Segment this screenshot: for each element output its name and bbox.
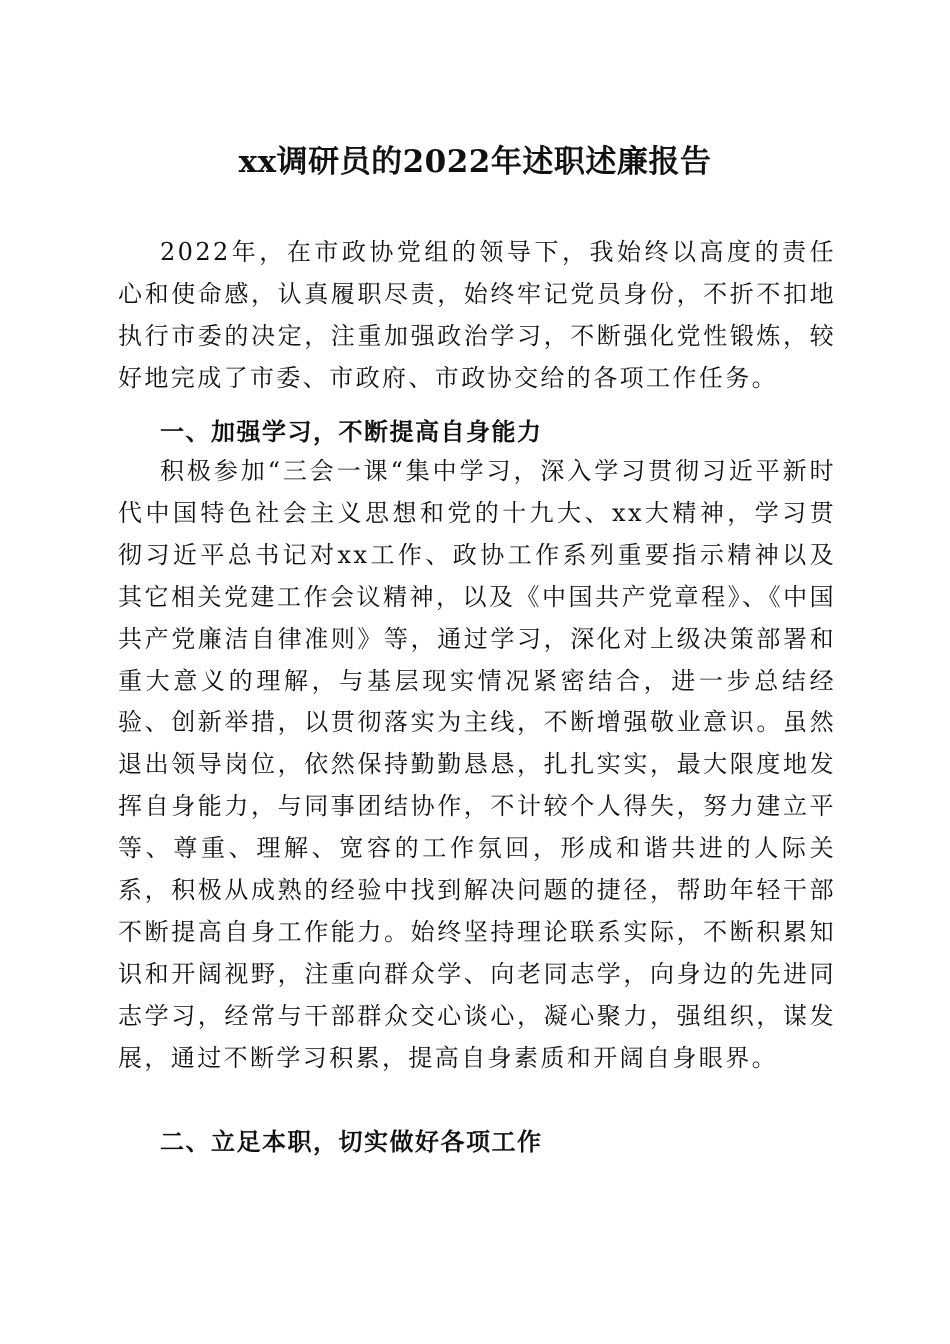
section-heading-2: 二、立足本职，切实做好各项工作 (160, 1128, 543, 1156)
section-heading-1: 一、加强学习，不断提高自身能力 (160, 418, 543, 446)
paragraph-intro: 2022年，在市政协党组的领导下，我始终以高度的责任心和使命感，认真履职尽责，始终牢记党员身份，不折不扣地执行市委的决定，注重加强政治学习，不断强化党性锻炼，较好地完成了市委、市政府、市政协交给的各项工作任务。 (118, 238, 836, 392)
document-title: xx调研员的2022年述职述廉报告 (238, 144, 712, 180)
paragraph-section-1: 积极参加“三会一课“集中学习，深入学习贯彻习近平新时代中国特色社会主义思想和党的十九大、xx大精神，学习贯彻习近平总书记对xx工作、政协工作系列重要指示精神以及其它相关党建工作会议精神，以及《中国共产党章程》、《中国共产党廉洁自律准则》等，通过学习，深化对上级决策部署和重大意义的理解，与基层现实情况紧密结合，进一步总结经验、创新举措，以贯彻落实为主线，不断增强敬业意识。虽然退出领导岗位，依然保持勤勤恳恳，扎扎实实，最大限度地发挥自身能力，与同事团结协作，不计较个人得失，努力建立平等、尊重、理解、宽容的工作氛回，形成和谐共进的人际关系，积极从成熟的经验中找到解决问题的捷径，帮助年轻干部不断提高自身工作能力。始终坚持理论联系实际，不断积累知识和开阔视野，注重向群众学、向老同志学，向身边的先进同志学习，经常与干部群众交心谈心，凝心聚力，强组织，谋发展，通过不断学习积累，提高自身素质和开阔自身眼界。 (118, 457, 836, 1072)
